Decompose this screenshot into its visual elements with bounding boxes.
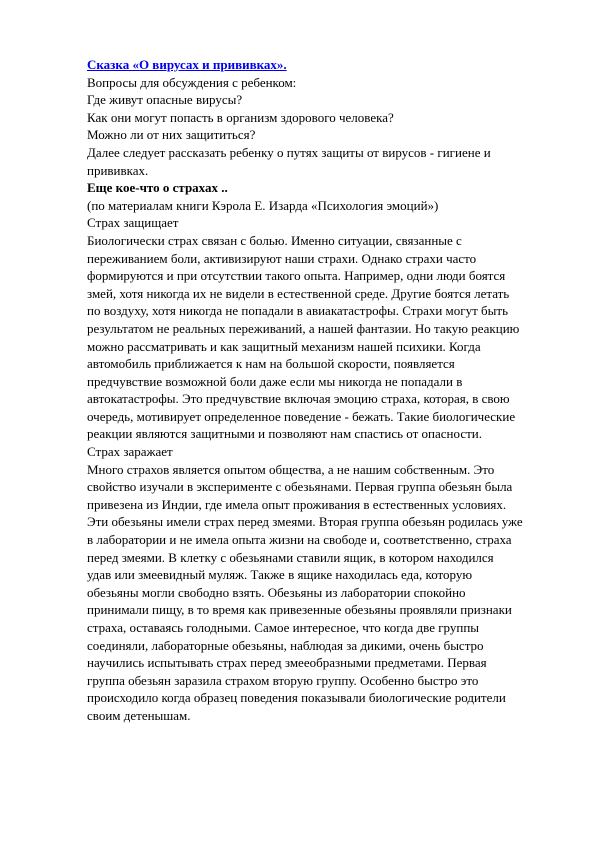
paragraph-line: Много страхов является опытом общества, а не нашим собственным. Это xyxy=(87,461,495,477)
paragraph-line: группа обезьян заразила страхом вторую группу. Особенно быстро это xyxy=(87,672,479,688)
text-line: Можно ли от них защититься? xyxy=(87,127,256,143)
text-line: прививках. xyxy=(87,162,149,178)
paragraph-line: змей, хотя никогда их не видели в естественной среде. Другие боятся летать xyxy=(87,285,510,301)
paragraph-line: предчувствие возможной боли даже если мы никогда не попадали в xyxy=(87,373,463,389)
section2-heading: Страх заражает xyxy=(87,444,173,460)
section1-heading: Страх защищает xyxy=(87,215,179,231)
paragraph-line: результатом не реальных переживаний, а нашей фантазии. Но такую реакцию xyxy=(87,320,520,336)
paragraph-line: удав или змеевидный муляж. Также в ящике находилась еда, которую xyxy=(87,567,473,583)
text-line: Далее следует рассказать ребенку о путях защиты от вирусов - гигиене и xyxy=(87,144,491,160)
paragraph-line: Эти обезьяны имели страх перед змеями. Вторая группа обезьян родилась уже xyxy=(87,514,523,530)
paragraph-line: привезена из Индии, где имела опыт проживания в естественных условиях. xyxy=(87,496,507,512)
paragraph-line: научились испытывать страх перед змееобразными предметами. Первая xyxy=(87,655,487,671)
text-line: Как они могут попасть в организм здорового человека? xyxy=(87,109,394,125)
text-line: Вопросы для обсуждения с ребенком: xyxy=(87,74,297,90)
paragraph-line: происходило когда образец поведения показывали биологические родители xyxy=(87,690,506,706)
section-heading-more: Еще кое-что о страхах .. xyxy=(87,180,228,196)
paragraph-line: очередь, мотивирует определенное поведение - бежать. Такие биологические xyxy=(87,408,516,424)
paragraph-line: перед змеями. В клетку с обезьянами ставили ящик, в котором находился xyxy=(87,549,494,565)
paragraph-line: Биологически страх связан с болью. Именно ситуации, связанные с xyxy=(87,232,462,248)
paragraph-line: автокатастрофы. Это предчувствие включая эмоцию страха, которая, в свою xyxy=(87,391,510,407)
paragraph-line: в лаборатории и не имела опыта жизни на свободе и, соответственно, страха xyxy=(87,532,512,548)
paragraph-line: формируются и при отсутствии такого опыта. Например, одни люди боятся xyxy=(87,268,506,284)
text-line: Где живут опасные вирусы? xyxy=(87,92,243,108)
paragraph-line: своим детенышам. xyxy=(87,707,191,723)
paragraph-line: свойство изучали в эксперименте с обезьянами. Первая группа обезьян была xyxy=(87,479,513,495)
paragraph-line: обезьяны могли свободно взять. Обезьяны из лаборатории спокойно xyxy=(87,584,466,600)
paragraph-line: принимали пищу, в то время как привезенные обезьяны проявляли признаки xyxy=(87,602,512,618)
story-title-link[interactable]: Сказка «О вирусах и прививках». xyxy=(87,57,287,72)
source-note: (по материалам книги Кэрола Е. Изарда «Психология эмоций») xyxy=(87,197,439,213)
paragraph-line: по воздуху, хотя никогда не попадали в авиакатастрофы. Страхи могут быть xyxy=(87,303,509,319)
paragraph-line: реакции являются защитными и позволяют нам спастись от опасности. xyxy=(87,426,482,442)
paragraph-line: соединяли, лабораторные обезьяны, наблюдая за дикими, очень быстро xyxy=(87,637,484,653)
paragraph-line: переживанием боли, активизируют наши страхи. Однако страхи часто xyxy=(87,250,477,266)
paragraph-line: автомобиль приближается к нам на большой скорости, появляется xyxy=(87,356,455,372)
paragraph-line: страха, оставаясь голодными. Самое интересное, что когда две группы xyxy=(87,620,480,635)
paragraph-line: можно рассматривать и как защитный механизм нашей психики. Когда xyxy=(87,338,481,354)
document-page xyxy=(87,56,549,725)
